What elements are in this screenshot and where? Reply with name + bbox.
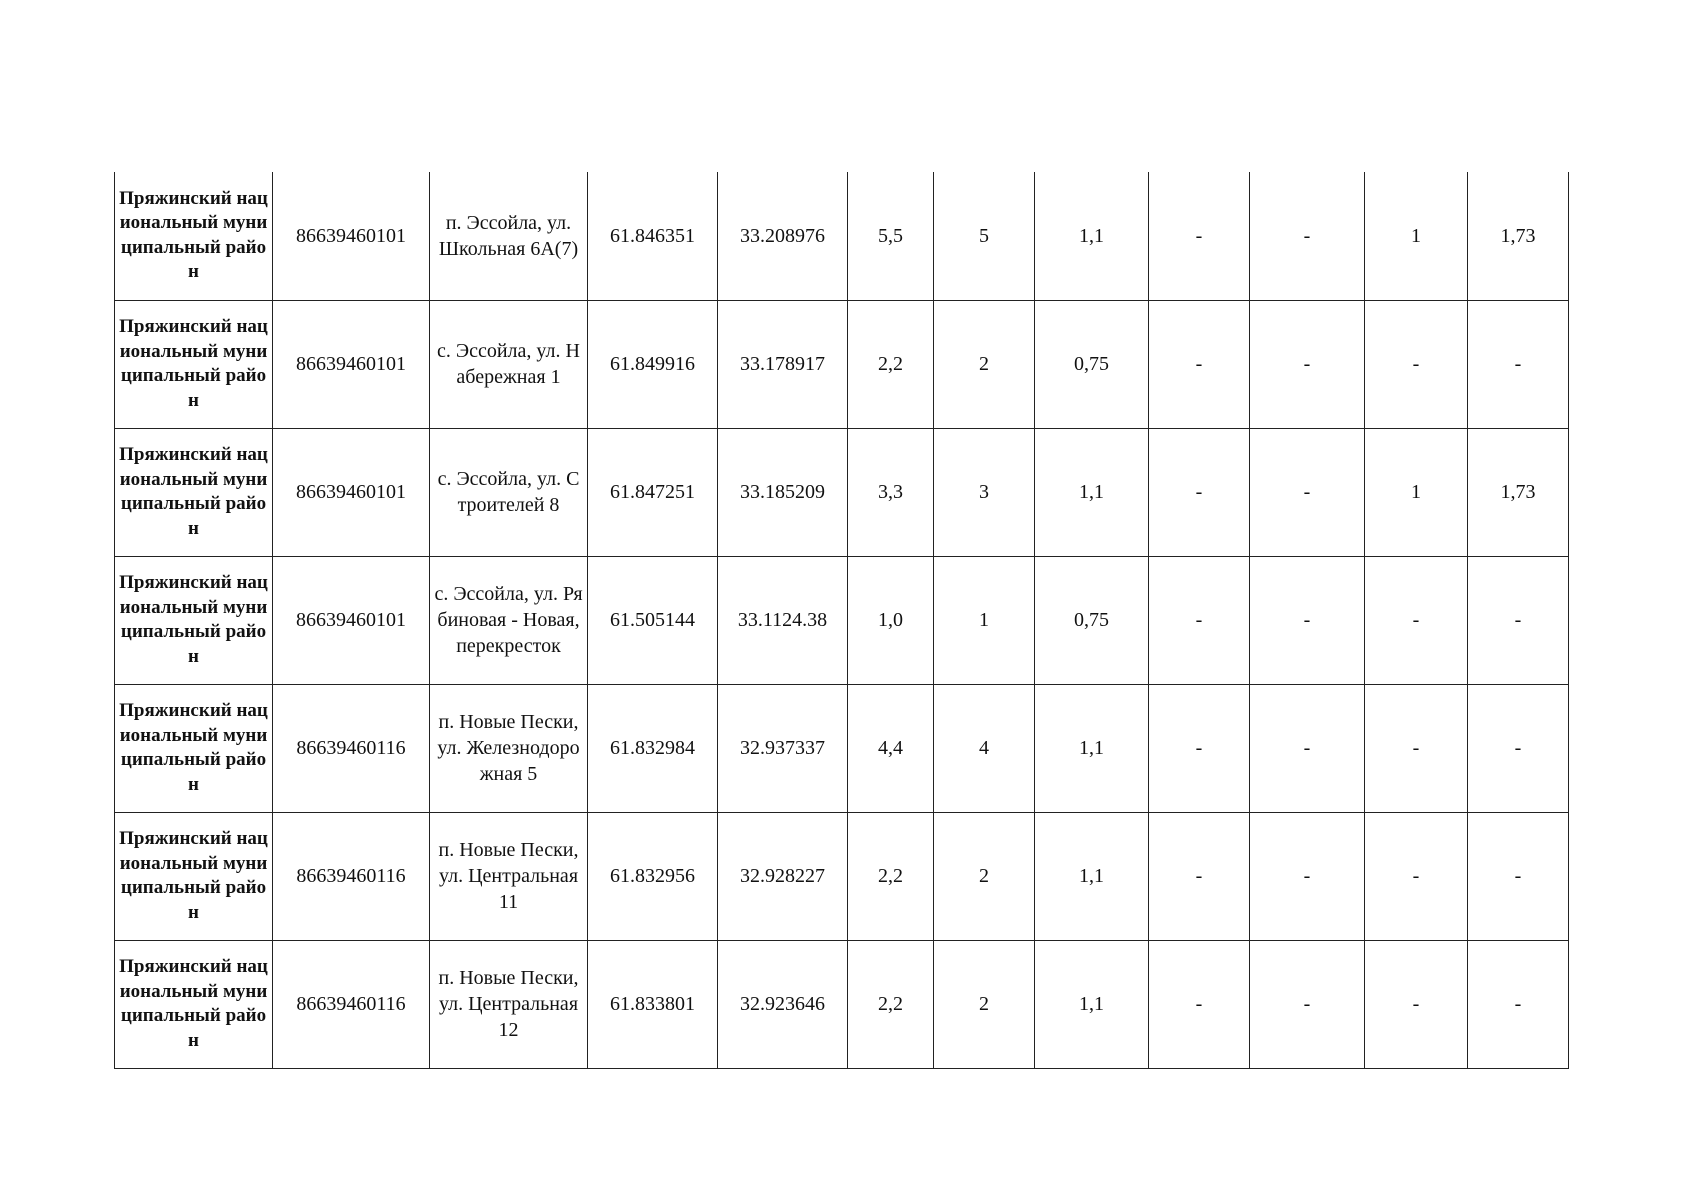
cell-longitude: 33.1124.38 (718, 556, 848, 684)
cell-value-2: 2 (934, 300, 1035, 428)
cell-value-3: 1,1 (1035, 812, 1149, 940)
table-row (115, 940, 1569, 1068)
cell-district: Пряжинский национальный муниципальный район (115, 172, 273, 300)
cell-longitude: 32.937337 (718, 684, 848, 812)
cell-value-2: 2 (934, 812, 1035, 940)
cell-value-2: 2 (934, 940, 1035, 1068)
cell-address: п. Новые Пески, ул. Железнодорожная 5 (430, 684, 588, 812)
cell-value-1: 5,5 (848, 172, 934, 300)
cell-district: Пряжинский национальный муниципальный район (115, 300, 273, 428)
table-row (115, 172, 1569, 300)
cell-value-7: - (1468, 940, 1569, 1068)
cell-value-5: - (1250, 684, 1365, 812)
cell-value-1: 1,0 (848, 556, 934, 684)
cell-latitude: 61.832984 (588, 684, 718, 812)
cell-value-1: 2,2 (848, 812, 934, 940)
cell-latitude: 61.849916 (588, 300, 718, 428)
cell-value-7: - (1468, 812, 1569, 940)
cell-value-3: 1,1 (1035, 172, 1149, 300)
cell-value-3: 0,75 (1035, 556, 1149, 684)
table-row (115, 812, 1569, 940)
data-table (114, 172, 1569, 1069)
cell-value-3: 1,1 (1035, 940, 1149, 1068)
cell-value-6: - (1365, 812, 1468, 940)
cell-value-3: 0,75 (1035, 300, 1149, 428)
cell-value-7: 1,73 (1468, 428, 1569, 556)
table-row (115, 428, 1569, 556)
cell-address: п. Эссойла, ул. Школьная 6А(7) (430, 172, 588, 300)
cell-value-5: - (1250, 556, 1365, 684)
cell-value-2: 4 (934, 684, 1035, 812)
cell-latitude: 61.833801 (588, 940, 718, 1068)
cell-value-6: 1 (1365, 428, 1468, 556)
cell-longitude: 33.208976 (718, 172, 848, 300)
cell-longitude: 32.923646 (718, 940, 848, 1068)
cell-value-4: - (1149, 300, 1250, 428)
cell-oktmo: 86639460116 (273, 940, 430, 1068)
cell-value-2: 5 (934, 172, 1035, 300)
cell-district: Пряжинский национальный муниципальный район (115, 684, 273, 812)
cell-oktmo: 86639460116 (273, 684, 430, 812)
cell-address: п. Новые Пески, ул. Центральная 12 (430, 940, 588, 1068)
cell-value-1: 2,2 (848, 940, 934, 1068)
cell-address: с. Эссойла, ул. Рябиновая - Новая, перекресток (430, 556, 588, 684)
cell-oktmo: 86639460101 (273, 172, 430, 300)
cell-value-6: - (1365, 684, 1468, 812)
cell-value-4: - (1149, 556, 1250, 684)
cell-district: Пряжинский национальный муниципальный район (115, 812, 273, 940)
cell-value-1: 4,4 (848, 684, 934, 812)
cell-value-6: - (1365, 556, 1468, 684)
cell-value-5: - (1250, 172, 1365, 300)
table-row (115, 684, 1569, 812)
cell-latitude: 61.505144 (588, 556, 718, 684)
cell-value-2: 3 (934, 428, 1035, 556)
cell-latitude: 61.847251 (588, 428, 718, 556)
cell-longitude: 32.928227 (718, 812, 848, 940)
cell-value-5: - (1250, 940, 1365, 1068)
cell-value-7: - (1468, 300, 1569, 428)
cell-value-4: - (1149, 940, 1250, 1068)
cell-district: Пряжинский национальный муниципальный район (115, 556, 273, 684)
cell-oktmo: 86639460101 (273, 300, 430, 428)
cell-longitude: 33.185209 (718, 428, 848, 556)
cell-oktmo: 86639460101 (273, 556, 430, 684)
cell-value-7: - (1468, 684, 1569, 812)
table-row (115, 556, 1569, 684)
cell-value-4: - (1149, 684, 1250, 812)
cell-value-7: 1,73 (1468, 172, 1569, 300)
cell-address: с. Эссойла, ул. Набережная 1 (430, 300, 588, 428)
cell-value-3: 1,1 (1035, 684, 1149, 812)
cell-value-4: - (1149, 172, 1250, 300)
cell-latitude: 61.846351 (588, 172, 718, 300)
cell-latitude: 61.832956 (588, 812, 718, 940)
cell-value-3: 1,1 (1035, 428, 1149, 556)
cell-address: п. Новые Пески, ул. Центральная 11 (430, 812, 588, 940)
cell-value-6: 1 (1365, 172, 1468, 300)
cell-district: Пряжинский национальный муниципальный район (115, 428, 273, 556)
table-row (115, 300, 1569, 428)
cell-oktmo: 86639460116 (273, 812, 430, 940)
cell-district: Пряжинский национальный муниципальный район (115, 940, 273, 1068)
cell-address: с. Эссойла, ул. Строителей 8 (430, 428, 588, 556)
cell-value-5: - (1250, 812, 1365, 940)
cell-value-4: - (1149, 812, 1250, 940)
cell-value-5: - (1250, 428, 1365, 556)
cell-value-6: - (1365, 940, 1468, 1068)
cell-value-4: - (1149, 428, 1250, 556)
cell-value-1: 3,3 (848, 428, 934, 556)
cell-value-2: 1 (934, 556, 1035, 684)
cell-value-5: - (1250, 300, 1365, 428)
cell-oktmo: 86639460101 (273, 428, 430, 556)
cell-longitude: 33.178917 (718, 300, 848, 428)
cell-value-6: - (1365, 300, 1468, 428)
table-body (115, 172, 1569, 1068)
cell-value-7: - (1468, 556, 1569, 684)
cell-value-1: 2,2 (848, 300, 934, 428)
